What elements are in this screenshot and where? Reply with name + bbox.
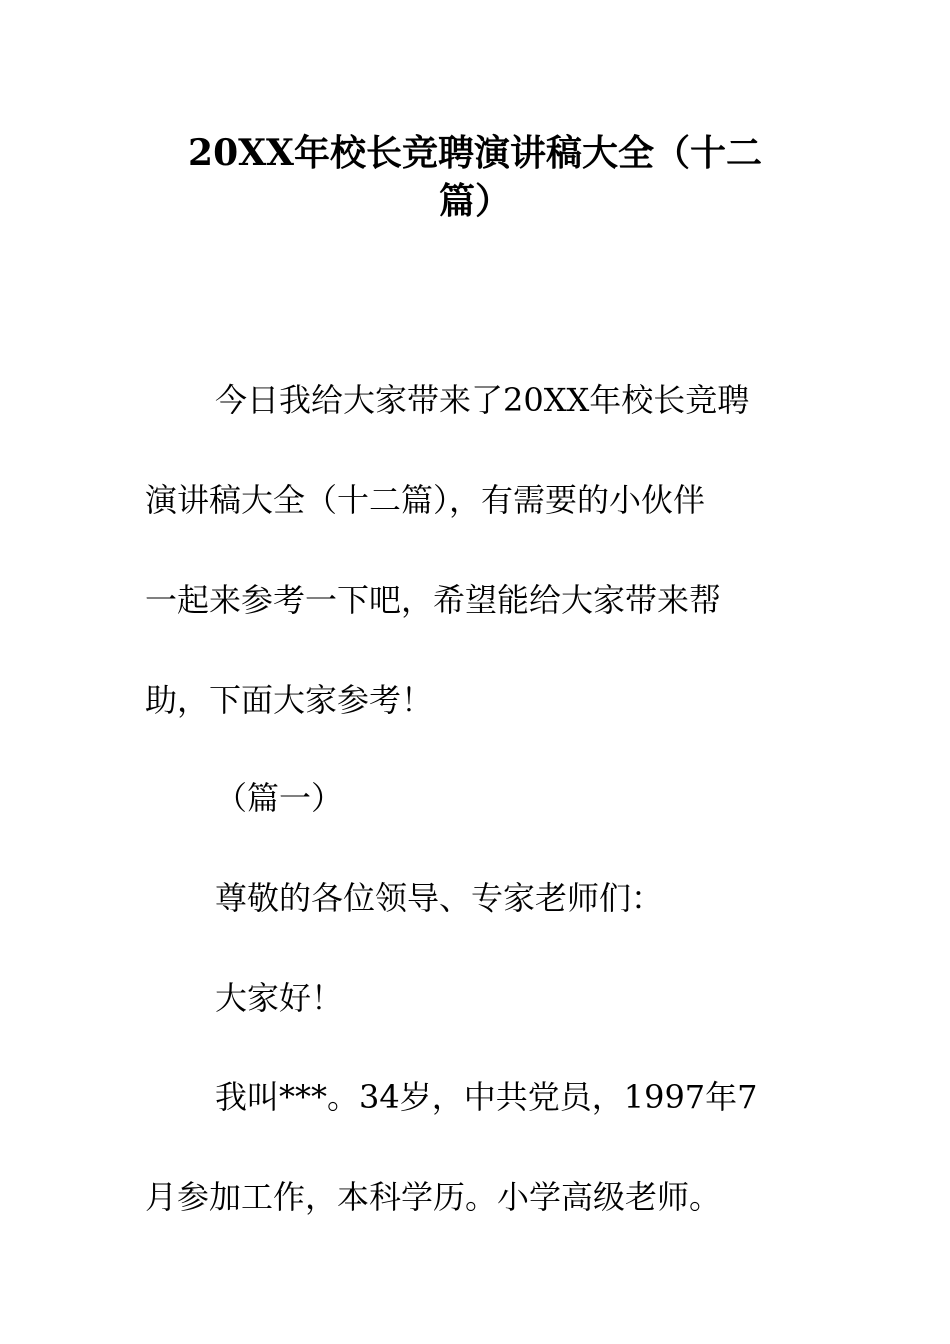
intro-line-4: 助，下面大家参考！ [145,681,434,719]
document-title-line-1: 20XX年校长竞聘演讲稿大全（十二 [188,132,762,174]
body-line-1: 我叫***。34岁，中共党员，1997年7 [215,1078,758,1116]
body-line-2: 月参加工作，本科学历。小学高级老师。 [145,1178,722,1216]
section-heading: （篇一） [215,779,344,817]
greeting: 大家好！ [215,979,344,1017]
intro-line-1: 今日我给大家带来了20XX年校长竞聘 [215,381,750,419]
salutation: 尊敬的各位领导、专家老师们： [215,879,664,917]
intro-line-2: 演讲稿大全（十二篇），有需要的小伙伴 [145,481,706,519]
document-title-line-2: 篇） [438,180,511,222]
intro-line-3: 一起来参考一下吧，希望能给大家带来帮 [145,581,722,619]
